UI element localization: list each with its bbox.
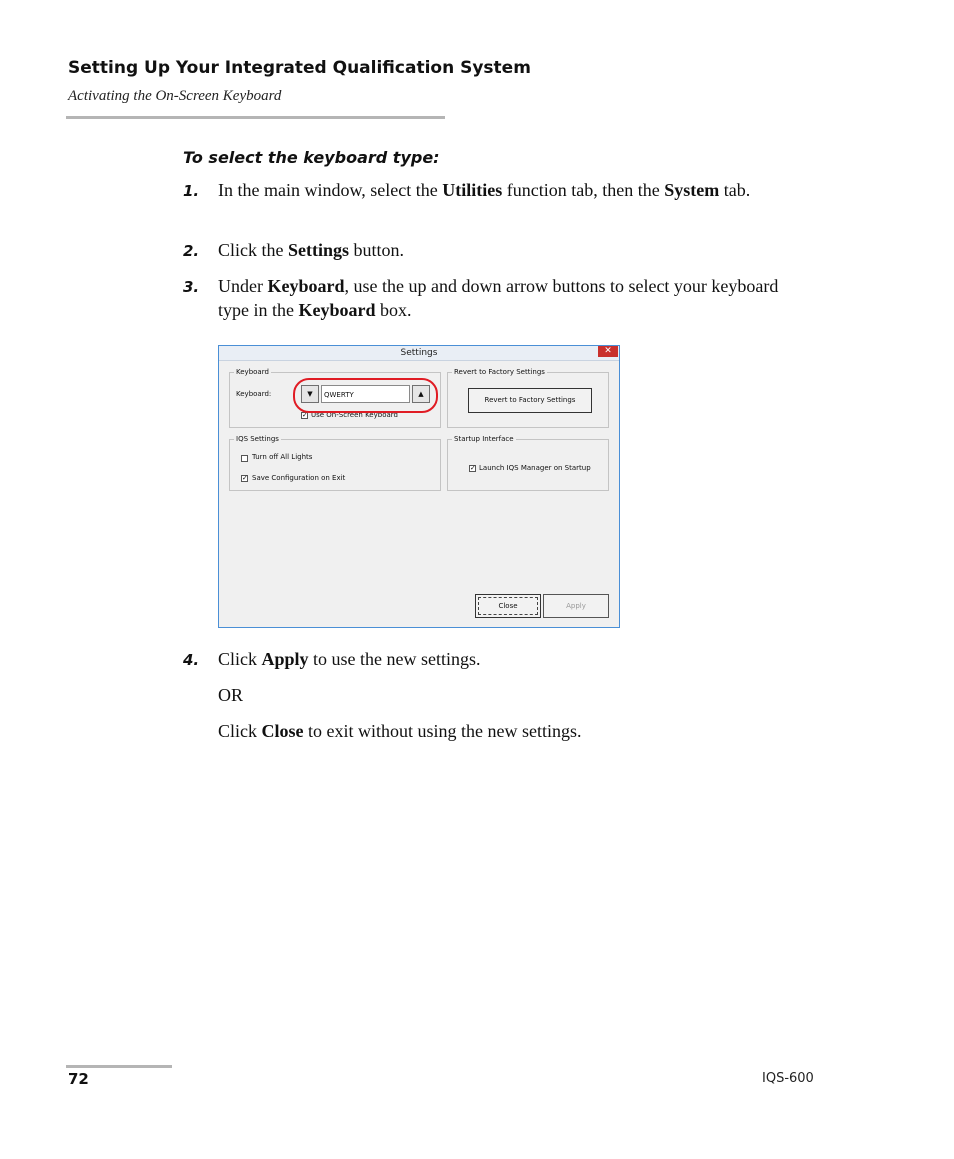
use-osk-label: Use On-Screen Keyboard xyxy=(311,411,398,419)
section-subtitle: Activating the On-Screen Keyboard xyxy=(68,88,282,104)
or-text: OR xyxy=(218,685,244,705)
page-number: 72 xyxy=(68,1070,89,1088)
launch-iqs-checkbox[interactable]: ✓ xyxy=(470,464,476,472)
revert-group-label: Revert to Factory Settings xyxy=(454,368,545,376)
revert-group xyxy=(447,368,609,428)
step-number: 2. xyxy=(183,242,200,260)
step-text: Click Apply to use the new settings. xyxy=(218,649,481,669)
keyboard-select[interactable]: QWERTY xyxy=(321,385,410,403)
alt-step-text: Click Close to exit without using the new settings. xyxy=(218,721,582,741)
step-text: In the main window, select the Utilities function tab, then the System tab. xyxy=(218,180,751,200)
dialog-titlebar xyxy=(219,346,619,361)
iqs-group-label: IQS Settings xyxy=(236,435,279,443)
keyboard-group xyxy=(229,368,441,428)
revert-factory-button[interactable]: Revert to Factory Settings xyxy=(468,388,592,413)
step-number: 4. xyxy=(183,651,200,669)
turn-off-lights-checkbox[interactable] xyxy=(241,455,248,462)
keyboard-group-label: Keyboard xyxy=(236,368,269,376)
close-button[interactable]: Close xyxy=(475,594,541,618)
launch-iqs-label: Launch IQS Manager on Startup xyxy=(479,464,591,472)
close-icon[interactable]: ✕ xyxy=(598,346,618,357)
step-text: Under Keyboard, use the up and down arrow buttons to select your keyboard type in the Keyboard box. xyxy=(218,276,779,320)
save-config-label: Save Configuration on Exit xyxy=(252,474,346,482)
footer-rule xyxy=(66,1065,172,1068)
procedure-title: To select the keyboard type: xyxy=(183,148,440,167)
keyboard-field-label: Keyboard: xyxy=(236,390,272,398)
turn-off-lights-label: Turn off All Lights xyxy=(252,453,313,461)
startup-group xyxy=(447,435,609,491)
keyboard-up-button[interactable]: ▲ xyxy=(412,385,430,403)
section-title: Setting Up Your Integrated Qualification System xyxy=(68,58,531,78)
save-config-checkbox[interactable]: ✓ xyxy=(242,474,248,482)
step-number: 1. xyxy=(183,182,200,200)
keyboard-down-button[interactable]: ▼ xyxy=(301,385,319,403)
use-osk-checkbox[interactable]: ✓ xyxy=(302,411,308,419)
apply-button[interactable]: Apply xyxy=(543,594,609,618)
dialog-title: Settings xyxy=(400,348,438,358)
product-name: IQS-600 xyxy=(762,1071,814,1086)
highlight-circle xyxy=(293,378,438,413)
step-number: 3. xyxy=(183,278,200,296)
iqs-settings-group xyxy=(229,435,441,491)
startup-group-label: Startup Interface xyxy=(454,435,514,443)
step-text: Click the Settings button. xyxy=(218,240,405,260)
header-rule xyxy=(66,116,445,119)
settings-dialog xyxy=(218,345,620,628)
